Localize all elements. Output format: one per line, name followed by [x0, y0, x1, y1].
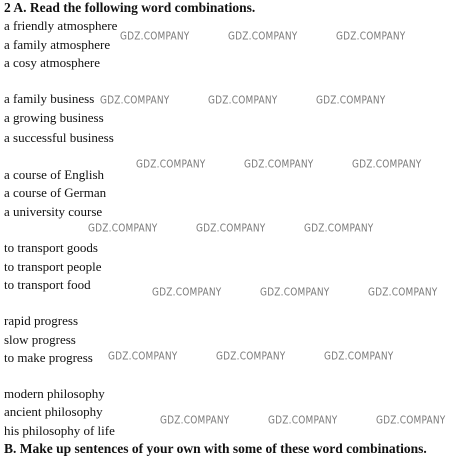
word-combination: a course of English — [4, 167, 105, 182]
watermark: GDZ.COMPANY — [244, 159, 314, 171]
watermark: GDZ.COMPANY — [160, 415, 230, 427]
watermark: GDZ.COMPANY — [196, 223, 266, 235]
exercise-heading-a: 2 A. Read the following word combinations. — [4, 0, 256, 15]
word-combination: a friendly atmosphere — [4, 18, 118, 33]
word-combination: a growing business — [4, 110, 104, 125]
watermark: GDZ.COMPANY — [268, 415, 338, 427]
watermark: GDZ.COMPANY — [152, 287, 222, 299]
watermark: GDZ.COMPANY — [304, 223, 374, 235]
watermark: GDZ.COMPANY — [100, 95, 170, 107]
word-combination: slow progress — [4, 332, 76, 347]
watermark: GDZ.COMPANY — [368, 287, 438, 299]
watermark: GDZ.COMPANY — [88, 223, 158, 235]
watermark: GDZ.COMPANY — [120, 31, 190, 43]
exercise-heading-b: B. Make up sentences of your own with some of these word combinations. — [4, 441, 427, 456]
watermark: GDZ.COMPANY — [260, 287, 330, 299]
word-combination: to transport food — [4, 277, 91, 292]
word-combination: a family business — [4, 91, 95, 106]
watermark: GDZ.COMPANY — [228, 31, 298, 43]
word-combination: to transport people — [4, 259, 102, 274]
word-combination: a course of German — [4, 185, 107, 200]
word-combination: a university course — [4, 204, 103, 219]
watermark: GDZ.COMPANY — [136, 159, 206, 171]
word-combination: to make progress — [4, 350, 93, 365]
watermark: GDZ.COMPANY — [316, 95, 386, 107]
watermark: GDZ.COMPANY — [376, 415, 446, 427]
watermark: GDZ.COMPANY — [216, 351, 286, 363]
watermark: GDZ.COMPANY — [352, 159, 422, 171]
word-combination: rapid progress — [4, 313, 79, 328]
word-combination: modern philosophy — [4, 386, 105, 401]
word-combination: to transport goods — [4, 240, 98, 255]
word-combination: a successful business — [4, 130, 114, 145]
word-combination: a cosy atmosphere — [4, 55, 101, 70]
watermark: GDZ.COMPANY — [336, 31, 406, 43]
word-combination: a family atmosphere — [4, 37, 111, 52]
watermark: GDZ.COMPANY — [208, 95, 278, 107]
watermark: GDZ.COMPANY — [108, 351, 178, 363]
word-combination: ancient philosophy — [4, 404, 103, 419]
word-combination: his philosophy of life — [4, 423, 115, 438]
watermark: GDZ.COMPANY — [324, 351, 394, 363]
